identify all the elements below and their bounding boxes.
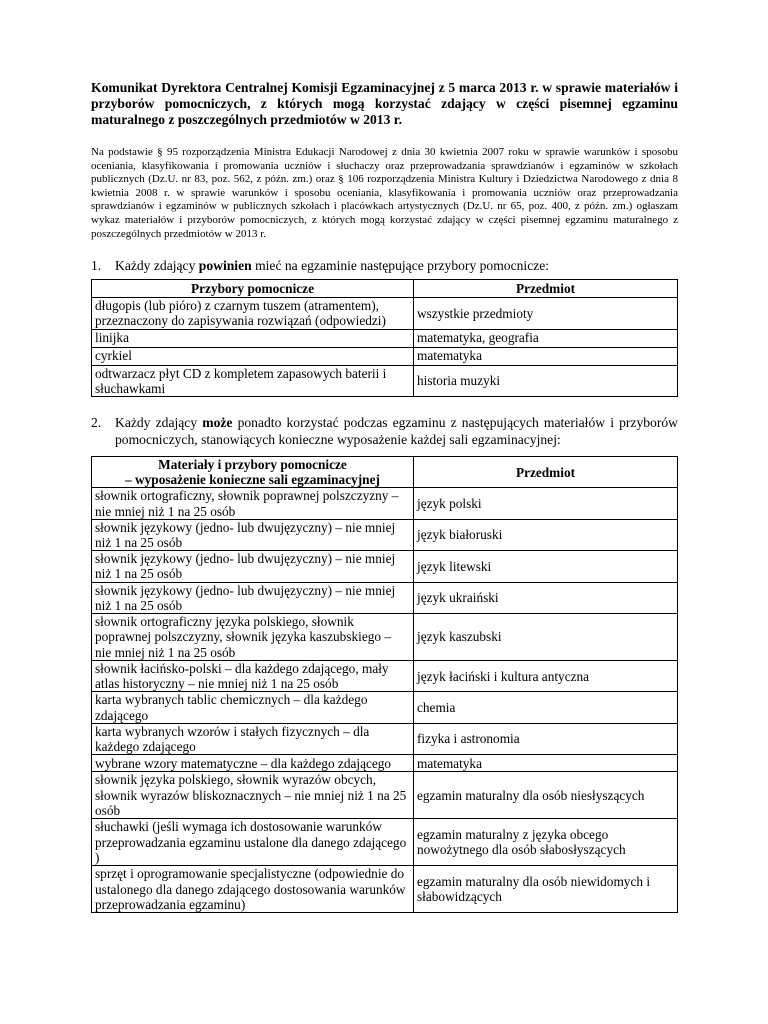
table-row (92, 582, 678, 613)
tool-cell: cyrkiel (92, 347, 414, 365)
table-header-row (92, 280, 678, 298)
table-row (92, 488, 678, 519)
material-cell: słownik językowy (jedno- lub dwujęzyczny) – nie mniej niż 1 na 25 osób (92, 582, 414, 613)
point-2-text-after: ponadto korzystać podczas egzaminu z następujących materiałów i przyborów pomocniczych, stanowiących konieczne wyposażenie każdej sali egzaminacyjnej: (115, 414, 678, 447)
material-cell: karta wybranych tablic chemicznych – dla każdego zdającego (92, 692, 414, 723)
material-cell: słownik łacińsko-polski – dla każdego zdającego, mały atlas historyczny – nie mniej niż 1 na 25 osób (92, 661, 414, 692)
table-row (92, 298, 678, 329)
subject-cell: język łaciński i kultura antyczna (414, 661, 678, 692)
subject-cell: historia muzyki (414, 365, 678, 396)
subject-cell: wszystkie przedmioty (414, 298, 678, 329)
subject-cell: egzamin maturalny z języka obcego nowożytnego dla osób słabosłyszących (414, 819, 678, 866)
header-subject: Przedmiot (414, 456, 678, 487)
subject-cell: matematyka, geografia (414, 329, 678, 347)
material-cell: słownik ortograficzny, słownik poprawnej polszczyzny – nie mniej niż 1 na 25 osób (92, 488, 414, 519)
table-row (92, 551, 678, 582)
table-row (92, 347, 678, 365)
subject-cell: język kaszubski (414, 614, 678, 661)
table-row (92, 329, 678, 347)
tool-cell: odtwarzacz płyt CD z kompletem zapasowych baterii i słuchawkami (92, 365, 414, 396)
table-row (92, 755, 678, 772)
tool-cell: długopis (lub pióro) z czarnym tuszem (atramentem), przeznaczony do zapisywania rozwiązań (odpowiedzi) (92, 298, 414, 329)
table-row (92, 819, 678, 866)
table-row (92, 772, 678, 819)
intro-paragraph: Na podstawie § 95 rozporządzenia Ministra Edukacji Narodowej z dnia 30 kwietnia 2007 roku w sprawie warunków i sposobu oceniania, klasyfikowania i promowania uczniów i słuchaczy oraz przeprowadzania sprawdzianów i egzaminów w szkołach publicznych (Dz.U. nr 83, poz. 562, z późn. zm.) oraz § 106 rozporządzenia Ministra Kultury i Dziedzictwa Narodowego z dnia 8 kwietnia 2008 r. w sprawie warunków i sposobu oceniania, klasyfikowania i promowania uczniów oraz przeprowadzania sprawdzianów i egzaminów w publicznych szkołach i placówkach artystycznych (Dz.U. nr 65, poz. 400, z późn. zm.) ogłaszam wykaz materiałów i przyborów pomocniczych, z których mogą korzystać zdający w części pisemnej egzaminu maturalnego z poszczególnych przedmiotów w 2013 r. (91, 146, 678, 240)
header-materials-line1: Materiały i przybory pomocnicze (158, 456, 347, 472)
material-cell: wybrane wzory matematyczne – dla każdego zdającego (92, 755, 414, 772)
table-row (92, 692, 678, 723)
table-row (92, 723, 678, 754)
table-required-tools (91, 279, 678, 397)
material-cell: słownik ortograficzny języka polskiego, słownik poprawnej polszczyzny, słownik języka kaszubskiego – nie mniej niż 1 na 25 osób (92, 614, 414, 661)
material-cell: słownik języka polskiego, słownik wyrazów obcych, słownik wyrazów bliskoznacznych – nie mniej niż 1 na 25 osób (92, 772, 414, 819)
subject-cell: egzamin maturalny dla osób niewidomych i słabowidzących (414, 866, 678, 913)
header-tools: Przybory pomocnicze (92, 280, 414, 298)
table-row (92, 365, 678, 396)
point-1-number: 1. (91, 258, 102, 274)
point-2 (91, 414, 678, 448)
table-row (92, 661, 678, 692)
subject-cell: język polski (414, 488, 678, 519)
header-subject: Przedmiot (414, 280, 678, 298)
material-cell: słuchawki (jeśli wymaga ich dostosowanie warunków przeprowadzania egzaminu ustalone dla danego zdającego ) (92, 819, 414, 866)
subject-cell: chemia (414, 692, 678, 723)
subject-cell: język litewski (414, 551, 678, 582)
point-1 (91, 257, 678, 274)
subject-cell: fizyka i astronomia (414, 723, 678, 754)
table-row (92, 519, 678, 550)
header-materials (92, 456, 414, 487)
subject-cell: język ukraiński (414, 582, 678, 613)
header-materials-line2: – wyposażenie konieczne sali egzaminacyjnej (125, 472, 380, 488)
subject-cell: język białoruski (414, 519, 678, 550)
subject-cell: matematyka (414, 755, 678, 772)
subject-cell: matematyka (414, 347, 678, 365)
point-2-number: 2. (91, 414, 102, 430)
point-1-emphasis: powinien (198, 258, 252, 274)
material-cell: słownik językowy (jedno- lub dwujęzyczny) – nie mniej niż 1 na 25 osób (92, 551, 414, 582)
table-room-equipment (91, 456, 678, 913)
point-2-text-before: Każdy zdający (115, 414, 203, 430)
table-row (92, 614, 678, 661)
material-cell: słownik językowy (jedno- lub dwujęzyczny) – nie mniej niż 1 na 25 osób (92, 519, 414, 550)
table-header-row (92, 456, 678, 487)
material-cell: karta wybranych wzorów i stałych fizycznych – dla każdego zdającego (92, 723, 414, 754)
document-title: Komunikat Dyrektora Centralnej Komisji Egzaminacyjnej z 5 marca 2013 r. w sprawie materiałów i przyborów pomocniczych, z których mogą korzystać zdający w części pisemnej egzaminu maturalnego z poszczególnych przedmiotów w 2013 r. (91, 80, 678, 127)
document-page (91, 80, 678, 913)
point-2-emphasis: może (202, 414, 233, 430)
table-row (92, 866, 678, 913)
tool-cell: linijka (92, 329, 414, 347)
material-cell: sprzęt i oprogramowanie specjalistyczne (odpowiednie do ustalonego dla danego zdającego dostosowania warunków przeprowadzania egzaminu) (92, 866, 414, 913)
point-1-text-after: mieć na egzaminie następujące przybory pomocnicze: (251, 258, 550, 274)
point-1-text-before: Każdy zdający (115, 258, 199, 274)
subject-cell: egzamin maturalny dla osób niesłyszących (414, 772, 678, 819)
